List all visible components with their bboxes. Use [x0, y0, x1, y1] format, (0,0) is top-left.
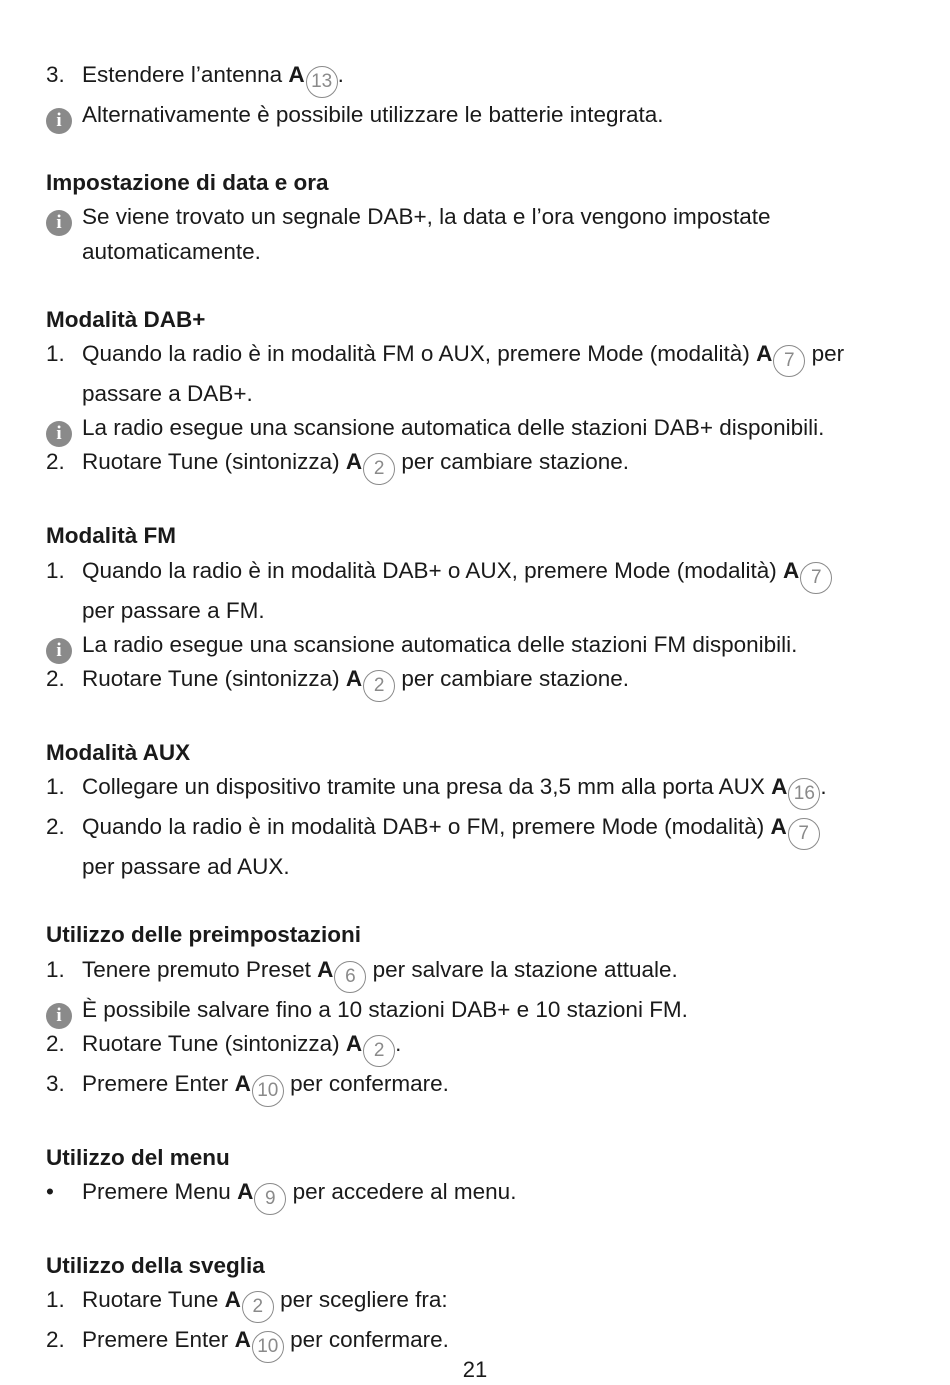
- list-number: 2.: [46, 449, 65, 475]
- text-run: .: [337, 62, 344, 87]
- circled-number-icon: 7: [800, 562, 832, 594]
- manual-page-content: [46, 58, 916, 1363]
- text-run: per scegliere fra:: [273, 1287, 448, 1313]
- text-run: Se viene trovato un segnale DAB+, la data e l’ora vengono impostate: [82, 204, 771, 230]
- section-heading: Modalità AUX: [46, 740, 191, 766]
- figure-letter: A: [782, 557, 800, 583]
- list-item: [46, 554, 916, 628]
- figure-letter: A: [317, 956, 334, 982]
- list-item: [46, 1027, 916, 1067]
- info-icon-glyph: i: [46, 1003, 72, 1029]
- list-number: 2.: [46, 666, 65, 692]
- list-number: 3.: [46, 62, 65, 87]
- figure-letter: A: [288, 62, 305, 87]
- info-icon: [46, 628, 76, 664]
- list-number: 2.: [46, 814, 65, 840]
- section-heading: Impostazione di data e ora: [46, 170, 329, 196]
- list-item: [46, 337, 916, 411]
- text-run: per passare ad AUX.: [82, 854, 290, 880]
- info-note: [46, 98, 916, 132]
- list-item: [46, 1283, 916, 1323]
- text-run: Alternativamente è possibile utilizzare le batterie integrata.: [82, 102, 664, 127]
- info-icon: [46, 993, 76, 1029]
- info-icon-glyph: i: [46, 108, 72, 134]
- text-run: Ruotare Tune (sintonizza): [82, 1030, 346, 1056]
- text-run: Quando la radio è in modalità FM o AUX, premere Mode (modalità): [82, 341, 757, 367]
- text-run: per salvare la stazione attuale.: [366, 956, 678, 982]
- info-note: [46, 200, 916, 268]
- list-item: [46, 953, 916, 993]
- info-icon: [46, 98, 76, 134]
- figure-letter: A: [224, 1287, 241, 1313]
- list-item: [46, 662, 916, 702]
- text-run: Ruotare Tune (sintonizza): [82, 666, 346, 692]
- info-note: [46, 411, 916, 445]
- section-heading: Utilizzo delle preimpostazioni: [46, 922, 362, 948]
- figure-letter: A: [345, 1030, 363, 1056]
- circled-number-icon: 2: [242, 1291, 274, 1323]
- text-run: per accedere al menu.: [286, 1179, 517, 1205]
- list-item: [46, 810, 916, 884]
- circled-number-icon: 2: [363, 1035, 395, 1067]
- section-heading: Modalità DAB+: [46, 306, 206, 332]
- section-spacer: [46, 485, 916, 519]
- circled-number-icon: 7: [773, 345, 805, 377]
- list-number: 1.: [46, 1287, 65, 1313]
- info-icon-glyph: i: [46, 638, 72, 664]
- text-run: per passare a FM.: [82, 597, 265, 623]
- text-run: Quando la radio è in modalità DAB+ o FM, premere Mode (modalità): [82, 814, 771, 840]
- figure-letter: A: [771, 774, 788, 800]
- list-number: 1.: [46, 774, 65, 800]
- text-run: automaticamente.: [82, 238, 261, 264]
- section-heading: Utilizzo del menu: [46, 1144, 230, 1170]
- circled-number-icon: 10: [252, 1331, 284, 1363]
- circled-number-icon: 13: [306, 66, 338, 98]
- section-heading: Utilizzo della sveglia: [46, 1253, 265, 1279]
- info-icon: [46, 411, 76, 447]
- text-run: .: [395, 1030, 402, 1056]
- info-note: [46, 628, 916, 662]
- list-number: 3.: [46, 1070, 65, 1096]
- figure-letter: A: [756, 341, 773, 367]
- text-run: Premere Menu: [82, 1179, 238, 1205]
- info-note: [46, 993, 916, 1027]
- list-number: 2.: [46, 1327, 65, 1353]
- section-spacer: [46, 1215, 916, 1249]
- figure-letter: A: [345, 666, 363, 692]
- section-spacer: [46, 702, 916, 736]
- text-run: Ruotare Tune (sintonizza): [82, 449, 346, 475]
- list-item: [46, 770, 916, 810]
- text-run: Tenere premuto Preset: [82, 956, 318, 982]
- circled-number-icon: 2: [363, 453, 395, 485]
- text-run: La radio esegue una scansione automatica delle stazioni DAB+ disponibili.: [82, 415, 825, 441]
- text-run: per confermare.: [283, 1327, 449, 1353]
- figure-letter: A: [345, 449, 363, 475]
- list-number: 1.: [46, 956, 65, 982]
- section-spacer: [46, 132, 916, 166]
- text-run: La radio esegue una scansione automatica delle stazioni FM disponibili.: [82, 631, 798, 657]
- list-number: 1.: [46, 557, 65, 583]
- text-run: per cambiare stazione.: [395, 449, 630, 475]
- page-number: 21: [462, 1357, 488, 1382]
- text-run: passare a DAB+.: [82, 381, 253, 407]
- text-run: Premere Enter: [82, 1070, 235, 1096]
- list-number: 2.: [46, 1030, 65, 1056]
- text-run: per: [805, 341, 845, 367]
- section-spacer: [46, 1107, 916, 1141]
- text-run: Collegare un dispositivo tramite una presa da 3,5 mm alla porta AUX: [82, 774, 772, 800]
- bullet-marker: •: [46, 1179, 54, 1205]
- figure-letter: A: [234, 1070, 251, 1096]
- text-run: Quando la radio è in modalità DAB+ o AUX, premere Mode (modalità): [82, 557, 783, 583]
- info-icon-glyph: i: [46, 210, 72, 236]
- info-icon: [46, 200, 76, 236]
- list-item: [46, 1175, 916, 1215]
- text-run: per confermare.: [283, 1070, 449, 1096]
- circled-number-icon: 2: [363, 670, 395, 702]
- section-spacer: [46, 269, 916, 303]
- text-run: .: [820, 774, 827, 800]
- text-run: Ruotare Tune: [82, 1287, 225, 1313]
- list-item: [46, 445, 916, 485]
- list-number: 1.: [46, 341, 65, 367]
- circled-number-icon: 7: [788, 818, 820, 850]
- circled-number-icon: 16: [788, 778, 820, 810]
- circled-number-icon: 6: [334, 961, 366, 993]
- text-run: Premere Enter: [82, 1327, 235, 1353]
- section-spacer: [46, 884, 916, 918]
- text-run: È possibile salvare fino a 10 stazioni DAB+ e 10 stazioni FM.: [82, 996, 688, 1022]
- list-item: [46, 58, 916, 98]
- figure-letter: A: [237, 1179, 254, 1205]
- figure-letter: A: [234, 1327, 251, 1353]
- circled-number-icon: 10: [252, 1075, 284, 1107]
- circled-number-icon: 9: [254, 1183, 286, 1215]
- text-run: Estendere l’antenna: [82, 62, 289, 87]
- list-item: [46, 1067, 916, 1107]
- figure-letter: A: [770, 814, 787, 840]
- section-heading: Modalità FM: [46, 523, 176, 549]
- text-run: per cambiare stazione.: [395, 666, 630, 692]
- info-icon-glyph: i: [46, 421, 72, 447]
